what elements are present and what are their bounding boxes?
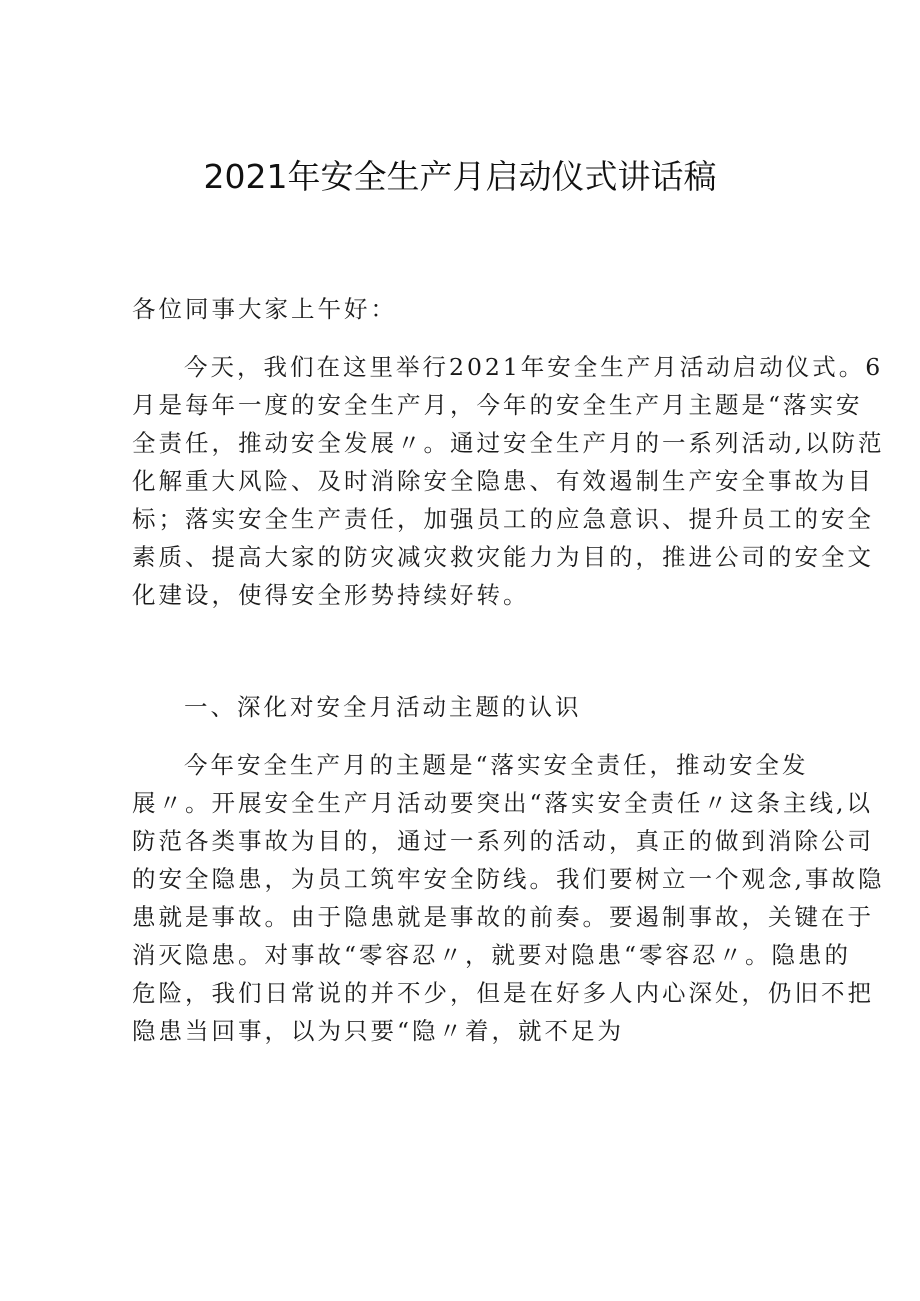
paragraph-line: 患就是事故。由于隐患就是事故的前奏。要遏制事故，关键在于 [132, 903, 874, 931]
paragraph-theme [132, 746, 885, 1050]
paragraph-line: 素质、提高大家的防灾减灾救灾能力为目的，推进公司的安全文 [132, 543, 874, 571]
paragraph-line: 展〃。开展安全生产月活动要突出“落实安全责任〃这条主线,以 [132, 789, 873, 817]
document-title: 2021年安全生产月启动仪式讲话稿 [203, 157, 717, 196]
paragraph-line: 标；落实安全生产责任，加强员工的应急意识、提升员工的安全 [132, 505, 874, 533]
paragraph-line: 隐患当回事，以为只要“隐〃着，就不足为 [132, 1017, 625, 1045]
paragraph-line: 全责任，推动安全发展〃。通过安全生产月的一系列活动,以防范 [132, 429, 885, 457]
paragraph-line: 消灭隐患。对事故“零容忍〃，就要对隐患“零容忍〃。隐患的 [132, 941, 852, 969]
paragraph-intro [132, 348, 885, 614]
paragraph-line: 今年安全生产月的主题是“落实安全责任，推动安全发 [184, 751, 809, 779]
paragraph-line: 防范各类事故为目的，通过一系列的活动，真正的做到消除公司 [132, 827, 874, 855]
greeting-line: 各位同事大家上午好： [132, 295, 397, 323]
paragraph-line: 危险，我们日常说的并不少，但是在好多人内心深处，仍旧不把 [132, 979, 874, 1007]
paragraph-line: 的安全隐患，为员工筑牢安全防线。我们要树立一个观念,事故隐 [132, 865, 885, 893]
paragraph-line: 化建设，使得安全形势持续好转。 [132, 581, 530, 609]
section-heading: 一、深化对安全月活动主题的认识 [184, 693, 582, 721]
paragraph-line: 月是每年一度的安全生产月，今年的安全生产月主题是“落实安 [132, 391, 863, 419]
paragraph-line: 今天，我们在这里举行2021年安全生产月活动启动仪式。6 [184, 353, 884, 381]
paragraph-line: 化解重大风险、及时消除安全隐患、有效遏制生产安全事故为目 [132, 467, 874, 495]
